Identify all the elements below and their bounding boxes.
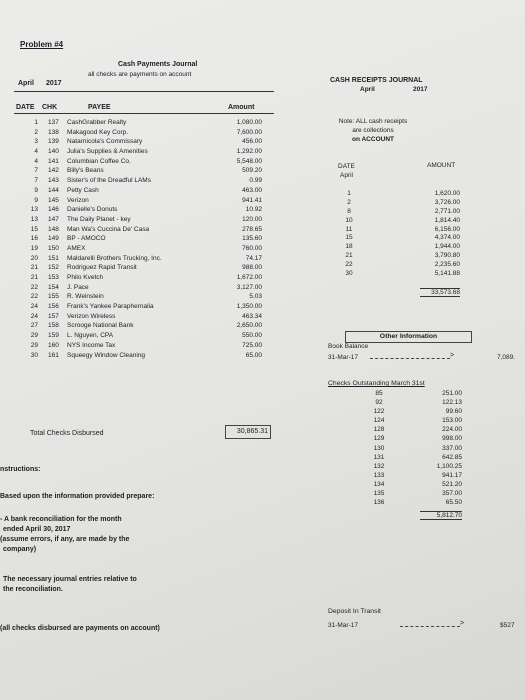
payment-date: 7 xyxy=(34,177,38,185)
receipt-amount: 3,726.00 xyxy=(434,198,460,206)
payment-payee: The Daily Planet - key xyxy=(67,215,131,223)
book-balance-label: Book Balance xyxy=(328,343,369,350)
receipts-note-line-3: on ACCOUNT xyxy=(351,136,394,143)
outstanding-check-amount: 642.85 xyxy=(442,453,462,461)
instruction-item-1-line-1: - A bank reconciliation for the month xyxy=(0,516,122,523)
payment-amount: 120.00 xyxy=(242,215,262,223)
other-information-title: Other Information xyxy=(345,331,472,343)
receipt-row xyxy=(0,234,525,243)
receipt-date: 1 xyxy=(347,190,351,197)
receipts-total: 33,573.68 xyxy=(420,288,460,297)
receipt-date: 22 xyxy=(345,261,353,269)
payment-row xyxy=(0,118,275,128)
receipts-col-header-month: April xyxy=(340,172,354,179)
receipt-amount: 5,141.88 xyxy=(434,270,460,278)
payment-payee: Frank's Yankee Paraphernalia xyxy=(67,303,154,311)
payment-check-number: 161 xyxy=(48,351,59,359)
payment-payee: Rodriguez Rapid Transit xyxy=(67,264,137,272)
payment-row xyxy=(0,283,275,293)
payment-payee: Philo Kvetch xyxy=(67,274,104,281)
payment-check-number: 138 xyxy=(48,128,59,136)
outstanding-check-row xyxy=(0,498,525,507)
outstanding-check-amount: 251.00 xyxy=(442,390,462,397)
outstanding-check-row xyxy=(0,453,525,462)
receipt-amount: 2,235.60 xyxy=(434,261,460,269)
payment-amount: 2,650.00 xyxy=(236,322,262,330)
payment-payee: Billy's Beans xyxy=(67,167,104,175)
payment-row xyxy=(0,321,275,331)
outstanding-check-number: 122 xyxy=(373,408,385,416)
outstanding-check-row xyxy=(0,489,525,498)
payment-amount: 278.65 xyxy=(242,225,262,233)
book-balance-value: 7,089. xyxy=(497,354,516,361)
receipts-note-line-2: are collections xyxy=(352,127,394,134)
payment-amount: 65.00 xyxy=(245,351,262,359)
outstanding-check-row xyxy=(0,416,525,425)
payment-check-number: 152 xyxy=(48,264,59,272)
receipts-journal-rows xyxy=(0,190,525,279)
payment-date: 20 xyxy=(30,254,38,262)
receipt-date: 15 xyxy=(345,234,353,242)
payment-check-number: 156 xyxy=(48,303,59,311)
deposit-in-transit-date: 31-Mar-17 xyxy=(328,622,358,629)
payment-amount: 1,672.00 xyxy=(236,274,262,281)
deposit-arrowhead: > xyxy=(460,620,465,627)
deposit-in-transit-label: Deposit In Transit xyxy=(328,608,381,615)
deposit-in-transit-value: $527 xyxy=(500,622,515,629)
payment-row xyxy=(0,128,275,138)
payments-journal-year: 2017 xyxy=(46,80,62,87)
payment-date: 30 xyxy=(30,351,38,359)
payment-amount: 3,127.00 xyxy=(236,283,262,291)
payment-date: 29 xyxy=(30,341,38,349)
receipt-date: 8 xyxy=(347,207,351,215)
outstanding-check-row xyxy=(0,398,525,407)
receipt-amount: 6,156.00 xyxy=(434,225,460,233)
payment-amount: 1,080.00 xyxy=(236,119,262,126)
outstanding-check-amount: 224.00 xyxy=(442,426,462,434)
outstanding-check-number: 131 xyxy=(373,453,385,461)
payment-payee: Maldarelli Brothers Trucking, Inc. xyxy=(67,254,162,262)
receipt-row xyxy=(0,199,525,208)
receipts-col-header-date: DATE xyxy=(338,163,355,170)
instructions-intro: Based upon the information provided prepare: xyxy=(0,493,155,500)
payment-amount: 10.92 xyxy=(245,206,262,214)
book-balance-arrow xyxy=(370,358,450,359)
payment-row xyxy=(0,331,275,341)
outstanding-check-row xyxy=(0,434,525,443)
payment-date: 1 xyxy=(34,119,38,126)
receipt-date: 11 xyxy=(345,225,353,233)
payment-amount: 941.41 xyxy=(242,196,262,204)
problem-title: Problem #4 xyxy=(20,40,64,49)
col-header-date: DATE xyxy=(16,104,35,111)
payment-amount: 5.03 xyxy=(249,293,262,301)
payment-amount: 1,350.00 xyxy=(236,303,262,311)
payment-amount: 760.00 xyxy=(242,244,262,252)
payment-payee: Natarnicola's Commissary xyxy=(67,138,143,146)
payment-payee: AMEX xyxy=(67,244,86,252)
instructions-heading: nstructions: xyxy=(0,466,41,473)
outstanding-check-number: 136 xyxy=(373,499,385,507)
receipts-note-line-1: Note: ALL cash receipts xyxy=(338,118,408,125)
payment-date: 4 xyxy=(34,148,38,156)
payment-check-number: 154 xyxy=(48,283,59,291)
payment-check-number: 150 xyxy=(48,244,59,252)
receipt-amount: 4,374.00 xyxy=(434,234,460,242)
payment-amount: 0.99 xyxy=(249,177,262,185)
payment-amount: 456.00 xyxy=(242,138,262,146)
outstanding-check-amount: 337.00 xyxy=(442,444,462,452)
payment-amount: 509.20 xyxy=(242,167,262,175)
receipts-journal-year: 2017 xyxy=(413,86,428,93)
receipt-amount: 3,790.80 xyxy=(434,252,460,260)
payments-journal-subtitle: all checks are payments on account xyxy=(88,71,192,78)
instruction-item-2-line-1: The necessary journal entries relative to xyxy=(3,576,137,583)
payment-date: 16 xyxy=(30,235,38,243)
payment-check-number: 158 xyxy=(48,322,59,330)
outstanding-check-row xyxy=(0,407,525,416)
payment-payee: J. Pace xyxy=(67,283,89,291)
payment-check-number: 148 xyxy=(48,225,59,233)
receipts-note xyxy=(330,117,416,144)
payment-payee: NYS Income Tax xyxy=(67,341,116,349)
payment-payee: Verizon Wireless xyxy=(67,312,116,320)
receipt-row xyxy=(0,270,525,279)
payment-payee: Danielle's Donuts xyxy=(67,206,118,214)
outstanding-check-amount: 65.50 xyxy=(445,499,462,507)
checks-outstanding-total: 5,812.70 xyxy=(420,511,462,520)
outstanding-check-number: 130 xyxy=(373,444,385,452)
payment-date: 27 xyxy=(30,322,38,330)
header-bottom-rule xyxy=(14,113,274,114)
receipt-amount: 1,620.00 xyxy=(434,190,460,197)
receipt-amount: 2,771.00 xyxy=(434,207,460,215)
payment-row xyxy=(0,302,275,312)
outstanding-check-row xyxy=(0,480,525,489)
payment-check-number: 153 xyxy=(48,274,59,281)
outstanding-check-number: 132 xyxy=(373,462,385,470)
outstanding-check-row xyxy=(0,462,525,471)
outstanding-check-number: 135 xyxy=(373,490,385,498)
payment-row xyxy=(0,166,275,176)
payment-date: 13 xyxy=(30,215,38,223)
payment-row xyxy=(0,351,275,361)
payment-date: 7 xyxy=(34,167,38,175)
instruction-item-1-line-3: (assume errors, if any, are made by the xyxy=(0,536,130,543)
outstanding-check-amount: 99.60 xyxy=(445,408,462,416)
payment-amount: 988.00 xyxy=(242,264,262,272)
receipt-row xyxy=(0,190,525,199)
book-balance-arrowhead: > xyxy=(450,352,455,359)
payment-payee: Julia's Supplies & Amenities xyxy=(67,148,148,156)
outstanding-check-row xyxy=(0,444,525,453)
col-header-chk: CHK xyxy=(42,104,58,111)
receipt-date: 10 xyxy=(345,216,353,224)
outstanding-check-row xyxy=(0,425,525,434)
payment-amount: 463.00 xyxy=(242,186,262,194)
payment-row xyxy=(0,137,275,147)
outstanding-check-number: 85 xyxy=(375,390,383,397)
outstanding-check-amount: 521.20 xyxy=(442,480,462,488)
payment-amount: 725.00 xyxy=(242,341,262,349)
payment-date: 21 xyxy=(30,264,38,272)
instruction-item-1-line-2: ended April 30, 2017 xyxy=(3,526,71,533)
receipt-row xyxy=(0,243,525,252)
payment-check-number: 160 xyxy=(48,341,59,349)
payment-check-number: 159 xyxy=(48,332,59,340)
receipt-row xyxy=(0,261,525,270)
receipts-journal-month: April xyxy=(360,86,375,93)
outstanding-check-amount: 941.17 xyxy=(442,471,462,479)
outstanding-check-amount: 357.00 xyxy=(442,490,462,498)
payment-date: 13 xyxy=(30,206,38,214)
payment-date: 3 xyxy=(34,138,38,146)
total-checks-label: Total Checks Disbursed xyxy=(30,430,104,437)
receipt-row xyxy=(0,208,525,217)
payment-amount: 135.60 xyxy=(242,235,262,243)
total-checks-value: 30,865.31 xyxy=(225,425,271,439)
payment-row xyxy=(0,312,275,322)
payment-payee: Squeegy Window Cleaning xyxy=(67,351,146,359)
payment-check-number: 144 xyxy=(48,186,59,194)
receipt-date: 2 xyxy=(347,198,351,206)
payment-check-number: 157 xyxy=(48,312,59,320)
payment-date: 2 xyxy=(34,128,38,136)
payment-amount: 5,548.00 xyxy=(236,157,262,165)
payment-payee: Columbian Coffee Co. xyxy=(67,157,131,165)
header-top-rule xyxy=(14,91,274,92)
payment-date: 24 xyxy=(30,303,38,311)
receipts-journal-title: CASH RECEIPTS JOURNAL xyxy=(330,77,423,84)
outstanding-check-amount: 998.00 xyxy=(442,435,462,443)
payment-payee: R. Weinstein xyxy=(67,293,104,301)
payment-date: 9 xyxy=(34,186,38,194)
outstanding-check-row xyxy=(0,389,525,398)
payment-date: 24 xyxy=(30,312,38,320)
outstanding-check-amount: 122.13 xyxy=(442,399,462,407)
payment-date: 9 xyxy=(34,196,38,204)
payment-amount: 1,292.00 xyxy=(236,148,262,156)
payment-amount: 74.17 xyxy=(245,254,262,262)
payment-check-number: 143 xyxy=(48,177,59,185)
outstanding-check-number: 92 xyxy=(375,399,383,407)
col-header-payee: PAYEE xyxy=(88,104,111,111)
payment-date: 15 xyxy=(30,225,38,233)
receipt-amount: 1,814.40 xyxy=(434,216,460,224)
payment-check-number: 141 xyxy=(48,157,59,165)
payment-payee: Sister's of the Dreadful LAMs xyxy=(67,177,151,185)
outstanding-check-number: 134 xyxy=(373,480,385,488)
payment-amount: 550.00 xyxy=(242,332,262,340)
payment-check-number: 137 xyxy=(48,119,59,126)
payment-date: 29 xyxy=(30,332,38,340)
payment-payee: BP - AMOCO xyxy=(67,235,106,243)
outstanding-check-amount: 1,100.25 xyxy=(436,462,462,470)
outstanding-check-number: 129 xyxy=(373,435,385,443)
outstanding-check-amount: 153.00 xyxy=(442,417,462,425)
receipt-row xyxy=(0,217,525,226)
payments-journal-title: Cash Payments Journal xyxy=(118,61,198,68)
receipt-amount: 1,944.00 xyxy=(434,243,460,251)
payment-row xyxy=(0,147,275,157)
payment-row xyxy=(0,341,275,351)
payment-row xyxy=(0,157,275,167)
instruction-item-1-line-4: company) xyxy=(3,546,37,553)
payment-check-number: 140 xyxy=(48,148,59,156)
receipt-date: 18 xyxy=(345,243,353,251)
outstanding-check-number: 133 xyxy=(373,471,385,479)
checks-outstanding-title: Checks Outstanding March 31st xyxy=(328,380,425,387)
book-balance-date: 31-Mar-17 xyxy=(328,354,358,361)
outstanding-check-number: 128 xyxy=(373,426,385,434)
receipt-row xyxy=(0,226,525,235)
payment-row xyxy=(0,292,275,302)
payment-payee: Man Wa's Cuccina De' Casa xyxy=(67,225,150,233)
payment-payee: Petty Cash xyxy=(67,186,99,194)
payments-journal-month: April xyxy=(18,80,34,87)
payment-check-number: 139 xyxy=(48,138,59,146)
payment-payee: Scrooge National Bank xyxy=(67,322,134,330)
deposit-arrow xyxy=(400,626,460,627)
payment-check-number: 147 xyxy=(48,215,59,223)
payment-date: 21 xyxy=(30,274,38,281)
instruction-item-2-line-2: the reconciliation. xyxy=(3,586,63,593)
payment-payee: Makagood Key Corp. xyxy=(67,128,129,136)
payment-payee: CashGrabber Realty xyxy=(67,119,127,126)
payment-date: 22 xyxy=(30,293,38,301)
payment-check-number: 145 xyxy=(48,196,59,204)
outstanding-check-number: 124 xyxy=(373,417,385,425)
payment-amount: 463.34 xyxy=(242,312,262,320)
payment-amount: 7,600.00 xyxy=(236,128,262,136)
payment-row xyxy=(0,176,275,186)
instructions-footer: (all checks disbursed are payments on account) xyxy=(0,625,160,632)
payment-check-number: 151 xyxy=(48,254,59,262)
payment-date: 22 xyxy=(30,283,38,291)
outstanding-check-row xyxy=(0,471,525,480)
payment-date: 19 xyxy=(30,244,38,252)
receipt-date: 21 xyxy=(345,252,353,260)
col-header-amount: Amount xyxy=(228,104,255,111)
payment-payee: L. Nguyen, CPA xyxy=(67,332,114,340)
checks-outstanding-rows xyxy=(0,389,525,507)
payment-check-number: 146 xyxy=(48,206,59,214)
payment-date: 4 xyxy=(34,157,38,165)
receipts-col-header-amount: AMOUNT xyxy=(427,162,456,169)
payment-check-number: 155 xyxy=(48,293,59,301)
payment-payee: Verizon xyxy=(67,196,89,204)
payment-check-number: 142 xyxy=(48,167,59,175)
receipt-row xyxy=(0,252,525,261)
payment-check-number: 149 xyxy=(48,235,59,243)
receipt-date: 30 xyxy=(345,270,353,278)
